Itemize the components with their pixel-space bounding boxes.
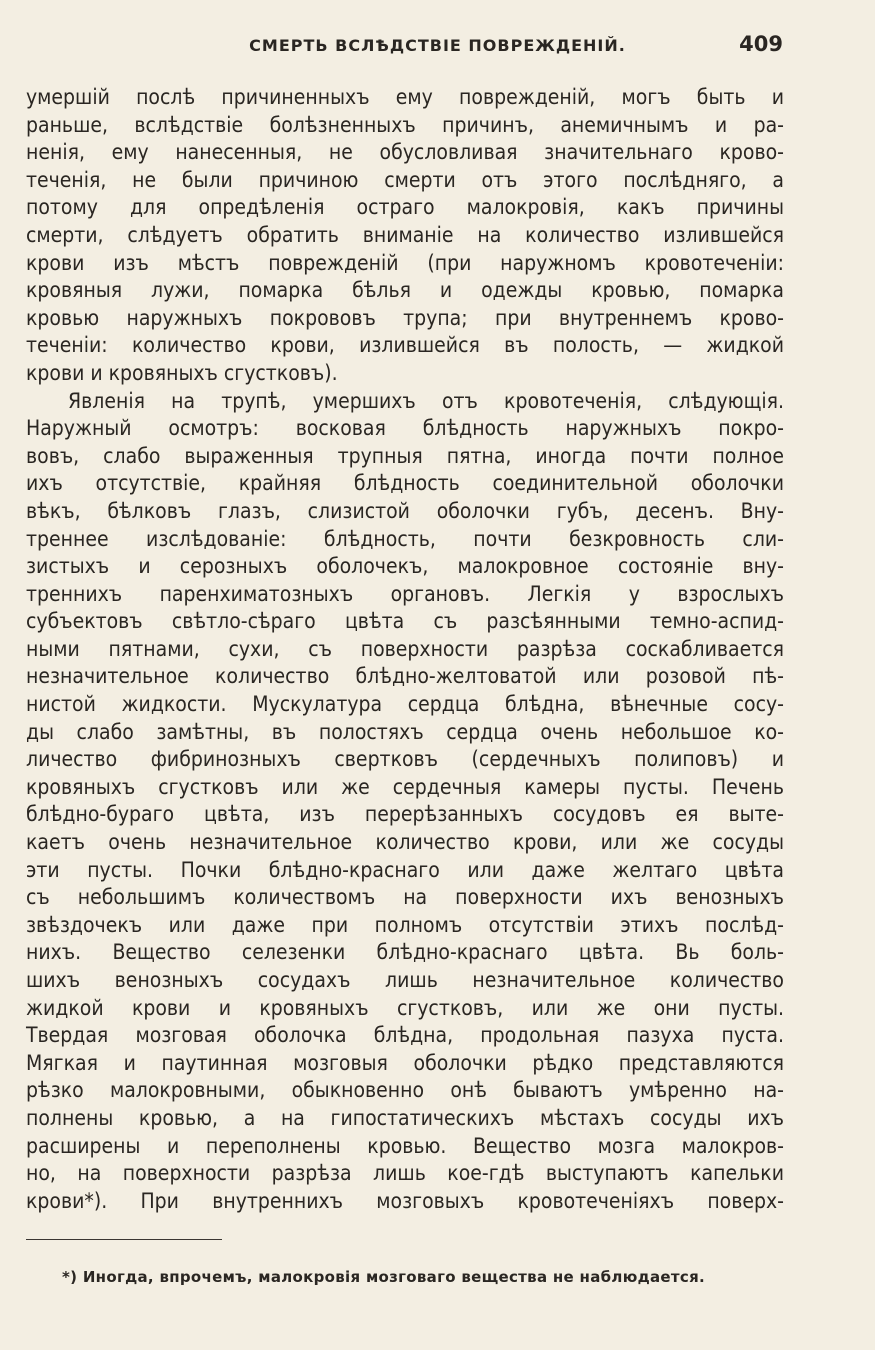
text-line: полнены кровью, а на гипостатическихъ мѣстахъ сосуды ихъ	[26, 1105, 784, 1130]
text-line: блѣдно-бураго цвѣта, изъ перерѣзанныхъ сосудовъ ея выте-	[26, 802, 784, 827]
footnote-separator	[26, 1239, 222, 1240]
text-line: Наружный осмотръ: восковая блѣдность наружныхъ покро-	[26, 416, 784, 441]
text-line: жидкой крови и кровяныхъ сгустковъ, или же они пусты.	[26, 995, 784, 1020]
text-line: треннее изслѣдованіе: блѣдность, почти безкровность сли-	[26, 526, 784, 551]
text-line: нихъ. Вещество селезенки блѣдно-краснаго цвѣта. Вь боль-	[26, 940, 784, 965]
text-line: вовъ, слабо выраженныя трупныя пятна, иногда почти полное	[26, 443, 784, 468]
text-line: крови изъ мѣстъ поврежденій (при наружномъ кровотеченіи:	[26, 250, 784, 275]
running-title: СМЕРТЬ ВСЛѢДСТВІЕ ПОВРЕЖДЕНІЙ.	[249, 36, 626, 55]
text-line: вѣкъ, бѣлковъ глазъ, слизистой оболочки губъ, десенъ. Вну-	[26, 498, 784, 523]
text-line: теченія, не были причиною смерти отъ этого послѣдняго, а	[26, 167, 784, 192]
text-line: кровью наружныхъ покрововъ трупа; при внутреннемъ крово-	[26, 305, 784, 330]
text-line: незначительное количество блѣдно-желтоватой или розовой пѣ-	[26, 664, 784, 689]
text-line: кровяныхъ сгустковъ или же сердечныя камеры пусты. Печень	[26, 774, 784, 799]
text-line: рѣзко малокровными, обыкновенно онѣ бываютъ умѣренно на-	[26, 1078, 784, 1103]
text-line: расширены и переполнены кровью. Вещество мозга малокров-	[26, 1133, 784, 1158]
page-number: 409	[739, 32, 783, 56]
text-line: смерти, слѣдуетъ обратить вниманіе на количество излившейся	[26, 222, 784, 247]
text-line: умершій послѣ причиненныхъ ему поврежденій, могъ быть и	[26, 85, 784, 109]
text-line: ихъ отсутствіе, крайняя блѣдность соединительной оболочки	[26, 471, 784, 496]
text-line: крови*). При внутреннихъ мозговыхъ кровотеченіяхъ поверх-	[26, 1188, 784, 1213]
text-line: звѣздочекъ или даже при полномъ отсутствіи этихъ послѣд-	[26, 912, 784, 937]
text-line: ными пятнами, сухи, съ поверхности разрѣза соскабливается	[26, 636, 784, 661]
text-line: нистой жидкости. Мускулатура сердца блѣдна, вѣнечные сосу-	[26, 692, 784, 717]
text-line: шихъ венозныхъ сосудахъ лишь незначительное количество	[26, 968, 784, 992]
text-line: крови и кровяныхъ сгустковъ).	[26, 360, 338, 385]
text-line: ненія, ему нанесенныя, не обусловливая значительнаго крово-	[26, 140, 784, 165]
text-line: Мягкая и паутинная мозговыя оболочки рѣдко представляются	[26, 1050, 784, 1075]
text-line: кровяныя лужи, помарка бѣлья и одежды кровью, помарка	[26, 278, 784, 303]
text-line: Твердая мозговая оболочка блѣдна, продольная пазуха пуста.	[26, 1023, 784, 1048]
page-header	[0, 32, 875, 62]
text-line: но, на поверхности разрѣза лишь кое-гдѣ выступаютъ капельки	[26, 1161, 784, 1186]
text-line: потому для опредѣленія остраго малокровія, какъ причины	[26, 195, 784, 220]
text-line: раньше, вслѣдствіе болѣзненныхъ причинъ, анемичнымъ и ра-	[26, 112, 784, 137]
text-line: личество фибринозныхъ свертковъ (сердечныхъ полиповъ) и	[26, 747, 784, 772]
text-line: теченіи: количество крови, излившейся въ полость, — жидкой	[26, 333, 784, 358]
text-line: зистыхъ и серозныхъ оболочекъ, малокровное состояніе вну-	[26, 554, 784, 579]
paragraph-start-line: Явленія на трупѣ, умершихъ отъ кровотеченія, слѣдующія.	[68, 388, 784, 413]
text-line: съ небольшимъ количествомъ на поверхности ихъ венозныхъ	[26, 885, 784, 910]
text-line: эти пусты. Почки блѣдно-краснаго или даже желтаго цвѣта	[26, 857, 784, 882]
body-text	[26, 84, 784, 1215]
text-line: ды слабо замѣтны, въ полостяхъ сердца очень небольшое ко-	[26, 719, 784, 744]
footnote: *) Иногда, впрочемъ, малокровія мозговаго вещества не наблюдается.	[62, 1268, 706, 1286]
text-line: треннихъ паренхиматозныхъ органовъ. Легкія у взрослыхъ	[26, 581, 784, 606]
text-line: субъектовъ свѣтло-сѣраго цвѣта съ разсѣянными темно-аспид-	[26, 609, 784, 634]
text-line: каетъ очень незначительное количество крови, или же сосуды	[26, 830, 784, 855]
